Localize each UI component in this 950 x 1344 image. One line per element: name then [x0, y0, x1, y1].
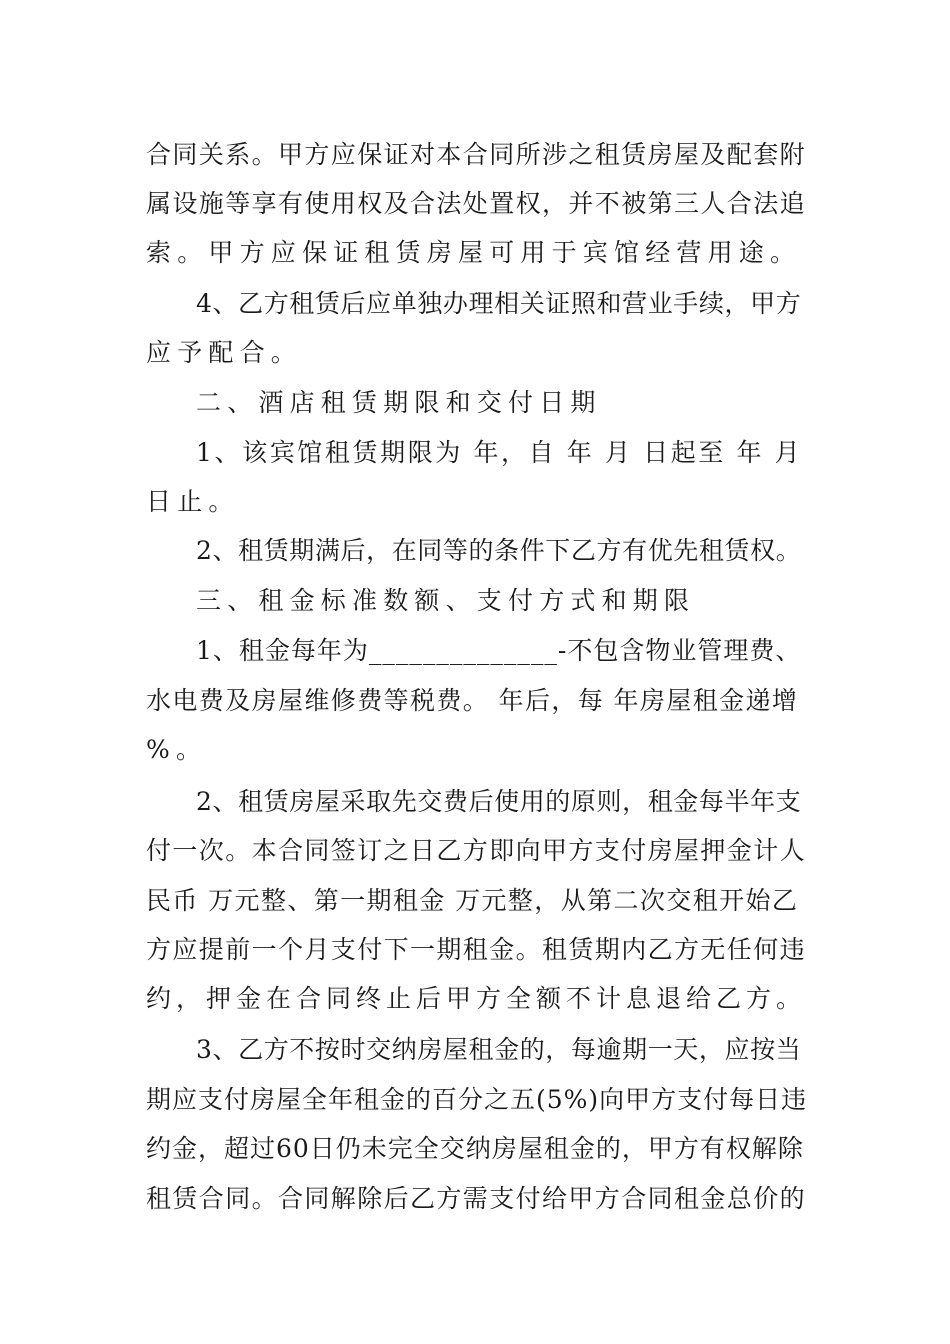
text-line: 索。甲方应保证租赁房屋可用于宾馆经营用途。 [146, 238, 802, 267]
section-heading: 三、租金标准数额、支付方式和期限 [196, 586, 696, 615]
text-line: 4、乙方租赁后应单独办理相关证照和营业手续，甲方 [196, 289, 802, 318]
text-line: 1、租金每年为______________-不包含物业管理费、 [196, 636, 802, 665]
text-line: 约，押金在合同终止后甲方全额不计息退给乙方。 [146, 984, 807, 1013]
text-line: 水电费及房屋维修费等税费。 年后，每 年房屋租金递增 [146, 686, 799, 715]
text-line: 应予配合。 [146, 338, 303, 367]
text-line: %。 [146, 735, 208, 764]
text-line: 民币 万元整、第一期租金 万元整，从第二次交租开始乙 [146, 886, 799, 915]
text-line: 租赁合同。合同解除后乙方需支付给甲方合同租金总价的 [146, 1184, 807, 1213]
section-heading: 二、酒店租赁期限和交付日期 [196, 388, 602, 417]
text-line: 方应提前一个月支付下一期租金。租赁期内乙方无任何违 [146, 935, 807, 964]
text-line: 2、租赁期满后，在同等的条件下乙方有优先租赁权。 [196, 536, 802, 565]
text-line: 付一次。本合同签订之日乙方即向甲方支付房屋押金计人 [146, 836, 807, 865]
text-line: 约金，超过60日仍未完全交纳房屋租金的，甲方有权解除 [146, 1134, 804, 1163]
text-line: 日止。 [146, 487, 240, 516]
text-line: 属设施等享有使用权及合法处置权，并不被第三人合法追 [146, 189, 807, 218]
text-line: 3、乙方不按时交纳房屋租金的，每逾期一天，应按当 [196, 1035, 802, 1064]
text-line: 合同关系。甲方应保证对本合同所涉之租赁房屋及配套附 [146, 140, 807, 169]
text-line: 1、该宾馆租赁期限为 年，自 年 月 日起至 年 月 [196, 438, 803, 467]
text-line: 期应支付房屋全年租金的百分之五(5%)向甲方支付每日违 [146, 1085, 808, 1114]
text-line: 2、租赁房屋采取先交费后使用的原则，租金每半年支 [196, 787, 802, 816]
